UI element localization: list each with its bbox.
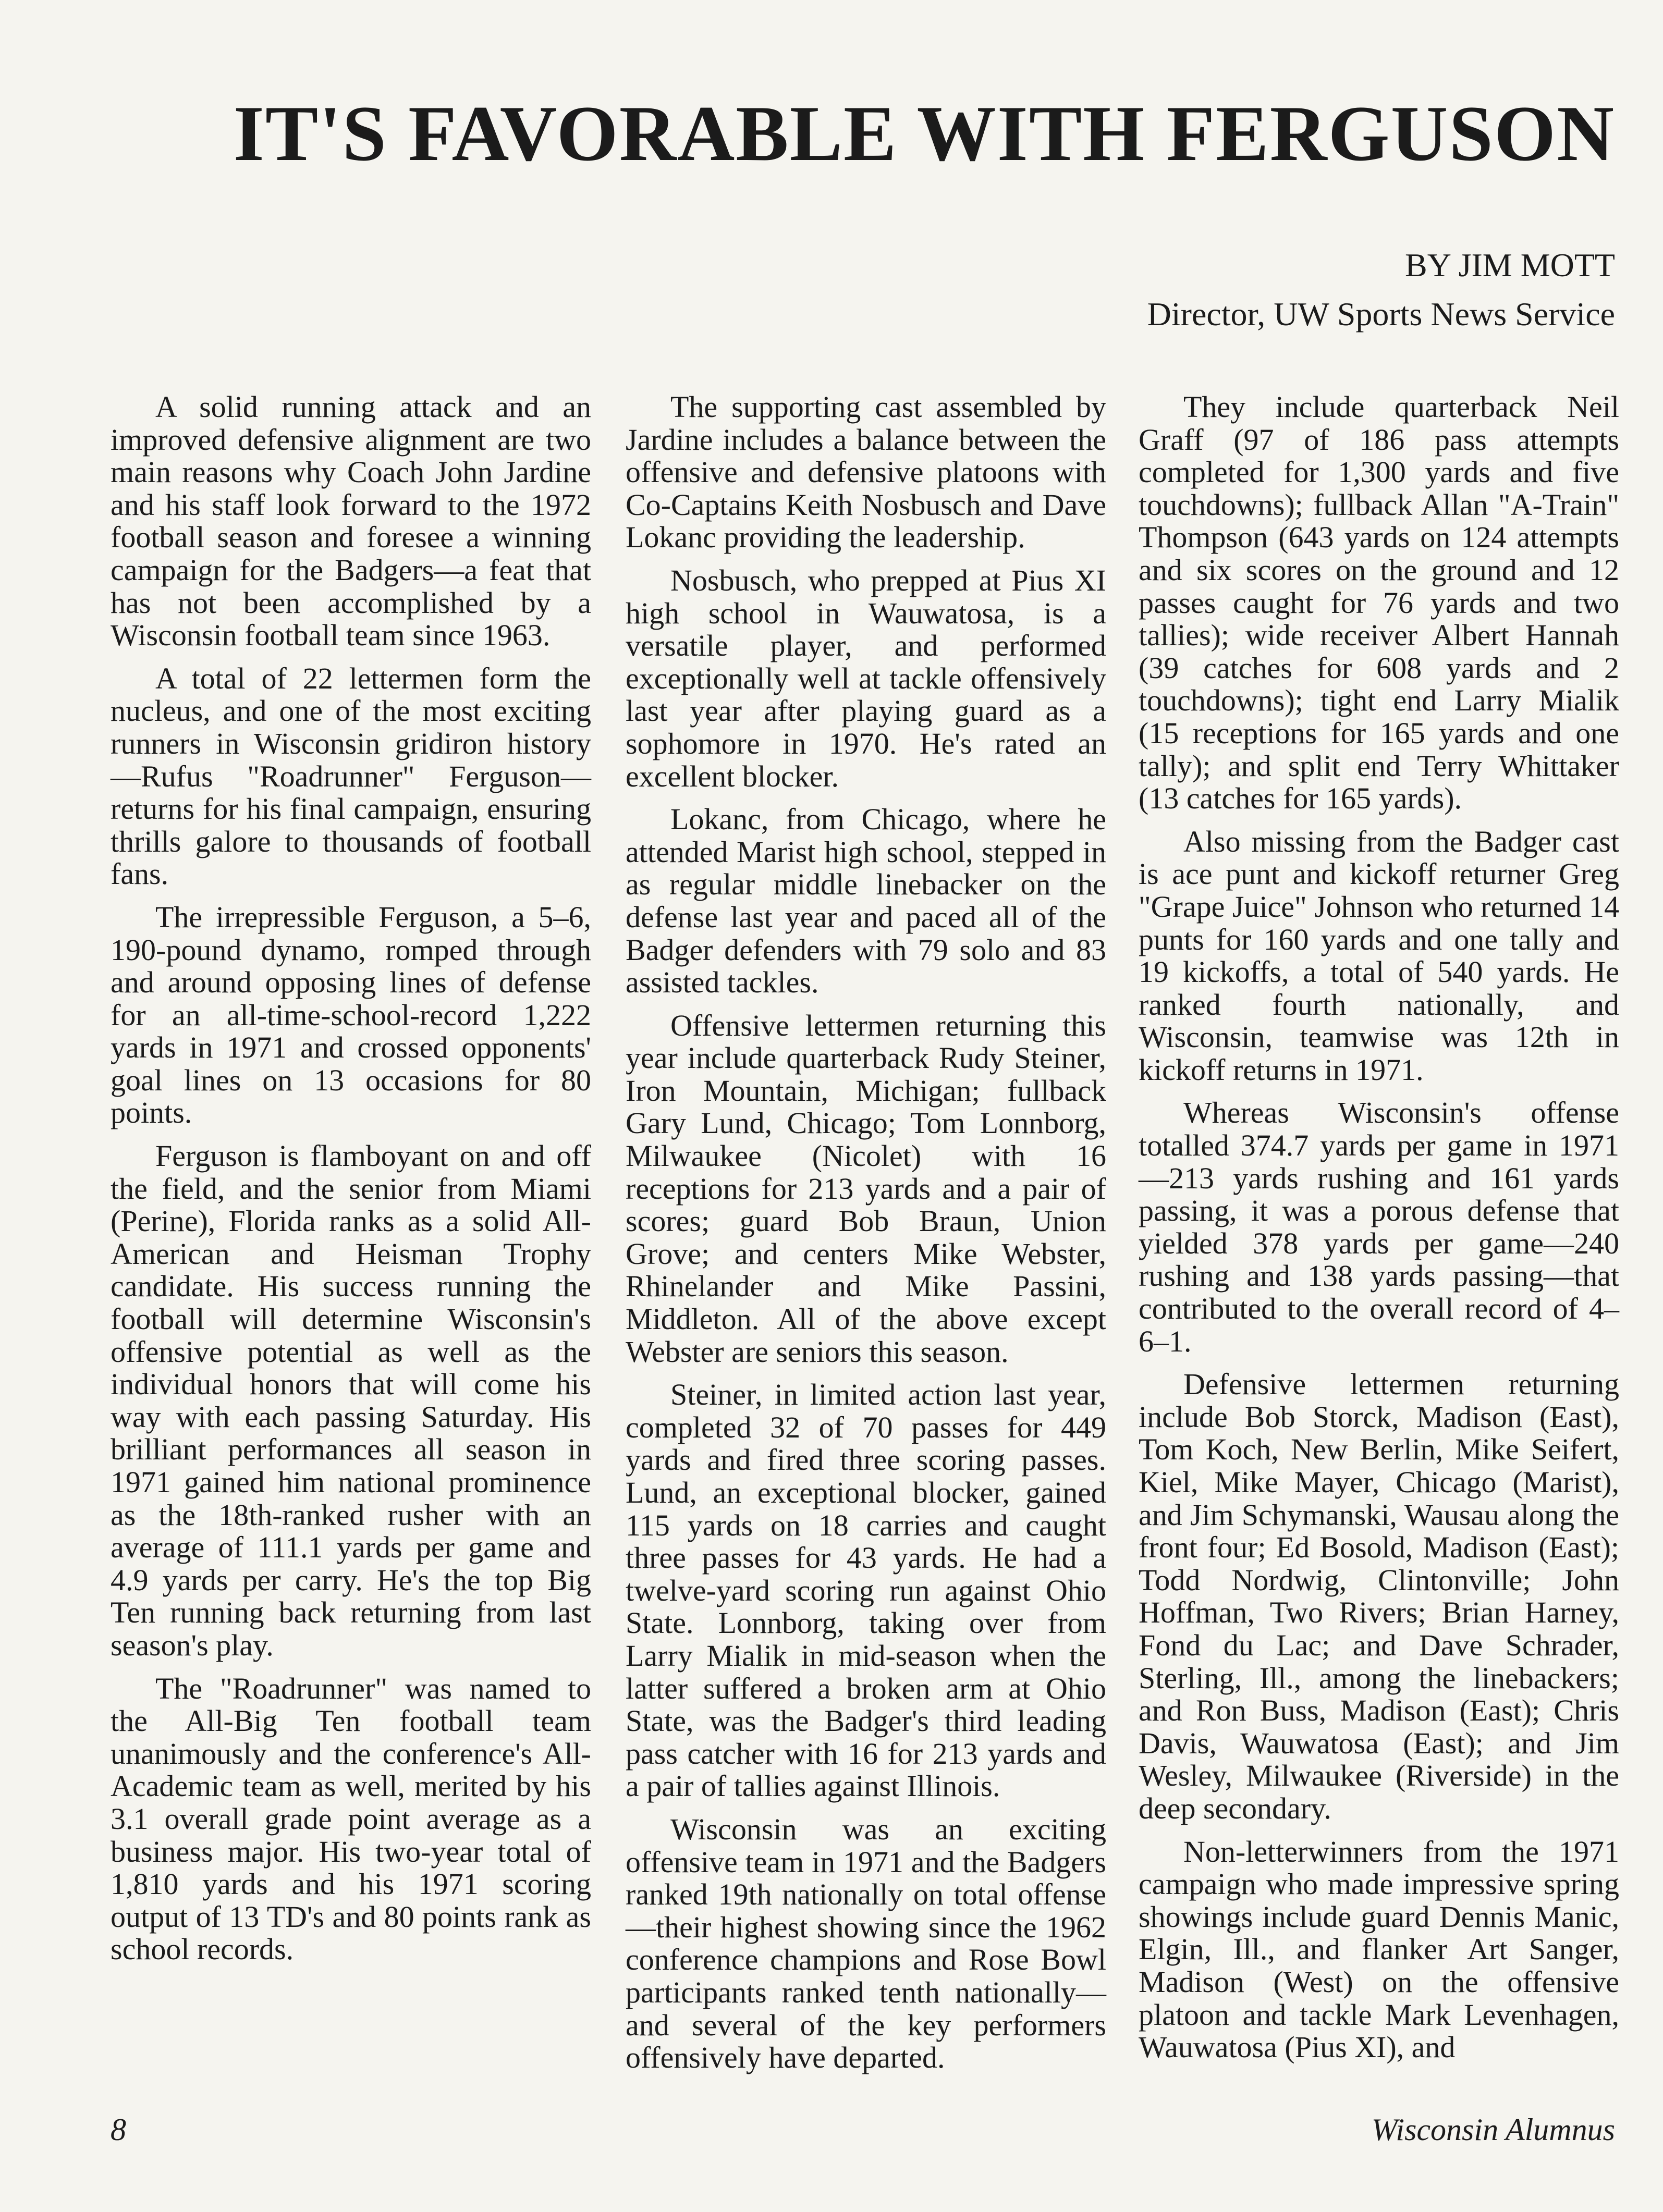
paragraph: Also missing from the Badger cast is ace punt and kickoff returner Greg "Grape Juice" Johnson who returned 14 punts for 160 yards and one tally and 19 kickoffs, a total of 540 yards. He ranked fourth nationally, and Wisconsin, teamwise was 12th in kickoff returns in 1971.: [1139, 824, 1619, 1087]
text-column-1: [111, 391, 591, 1976]
paragraph: A total of 22 lettermen form the nucleus, and one of the most exciting runners in Wisconsin gridiron history—Rufus "Roadrunner" Ferguson—returns for his final campaign, ensuring thrills galore to thousands of football fans.: [111, 661, 591, 891]
byline-author: BY JIM MOTT: [1405, 247, 1615, 284]
paragraph: The "Roadrunner" was named to the All-Big Ten football team unanimously and the conference's All-Academic team as well, merited by his 3.1 overall grade point average as a business major. His two-year total of 1,810 yards and his 1971 scoring output of 13 TD's and 80 points rank as school records.: [111, 1671, 591, 1967]
paragraph: Ferguson is flamboyant on and off the field, and the senior from Miami (Perine), Florida ranks as a solid All-American and Heisman Trophy candidate. His success running the football will determine Wisconsin's offensive potential as well as the individual honors that will come his way with each passing Saturday. His brilliant performances all season in 1971 gained him national prominence as the 18th-ranked rusher with an average of 111.1 yards per game and 4.9 yards per carry. He's the top Big Ten running back returning from last season's play.: [111, 1139, 591, 1662]
byline: [1147, 241, 1615, 339]
paragraph: Wisconsin was an exciting offensive team in 1971 and the Badgers ranked 19th nationally on total offense—their highest showing since the 1962 conference champions and Rose Bowl participants ranked tenth nationally—and several of the key performers offensively have departed.: [626, 1812, 1106, 2075]
paragraph: Nosbusch, who prepped at Pius XI high school in Wauwatosa, is a versatile player, and performed exceptionally well at tackle offensively last year after playing guard as a sophomore in 1970. He's rated an excellent blocker.: [626, 563, 1106, 793]
paragraph: The supporting cast assembled by Jardine includes a balance between the offensive and defensive platoons with Co-Captains Keith Nosbusch and Dave Lokanc providing the leadership.: [626, 390, 1106, 555]
paragraph: Offensive lettermen returning this year include quarterback Rudy Steiner, Iron Mountain, Michigan; fullback Gary Lund, Chicago; Tom Lonnborg, Milwaukee (Nicolet) with 16 receptions for 213 yards and a pair of scores; guard Bob Braun, Union Grove; and centers Mike Webster, Rhinelander and Mike Passini, Middleton. All of the above except Webster are seniors this season.: [626, 1008, 1106, 1369]
paragraph: Steiner, in limited action last year, completed 32 of 70 passes for 449 yards and fired three scoring passes. Lund, an exceptional blocker, gained 115 yards on 18 carries and caught three passes for 43 yards. He had a twelve-yard scoring run against Ohio State. Lonnborg, taking over from Larry Mialik in mid-season when the latter suffered a broken arm at Ohio State, was the Badger's third leading pass catcher with 16 for 213 yards and a pair of tallies against Illinois.: [626, 1378, 1106, 1803]
paragraph: The irrepressible Ferguson, a 5–6, 190-pound dynamo, romped through and around opposing lines of defense for an all-time-school-record 1,222 yards in 1971 and crossed opponents' goal lines on 13 occasions for 80 points.: [111, 900, 591, 1130]
paragraph: Whereas Wisconsin's offense totalled 374.7 yards per game in 1971—213 yards rushing and 161 yards passing, it was a porous defense that yielded 378 yards per game—240 rushing and 138 yards passing—that contributed to the overall record of 4–6–1.: [1139, 1096, 1619, 1358]
text-column-3: [1139, 391, 1619, 2074]
paragraph: Lokanc, from Chicago, where he attended Marist high school, stepped in as regular middle linebacker on the defense last year and paced all of the Badger defenders with 79 solo and 83 assisted tackles.: [626, 802, 1106, 1000]
page-number: 8: [111, 2112, 126, 2147]
paragraph: Non-letterwinners from the 1971 campaign who made impressive spring showings include guard Dennis Manic, Elgin, Ill., and flanker Art Sanger, Madison (West) on the offensive platoon and tackle Mark Levenhagen, Wauwatosa (Pius XI), and: [1139, 1834, 1619, 2064]
text-column-2: [626, 391, 1106, 2085]
publication-name: Wisconsin Alumnus: [1371, 2112, 1615, 2147]
paragraph: Defensive lettermen returning include Bob Storck, Madison (East), Tom Koch, New Berlin, Mike Seifert, Kiel, Mike Mayer, Chicago (Marist), and Jim Schymanski, Wausau along the front four; Ed Bosold, Madison (East); Todd Nordwig, Clintonville; John Hoffman, Two Rivers; Brian Harney, Fond du Lac; and Dave Schrader, Sterling, Ill., among the linebackers; and Ron Buss, Madison (East); Chris Davis, Wauwatosa (East); and Jim Wesley, Milwaukee (Riverside) in the deep secondary.: [1139, 1367, 1619, 1825]
paragraph: They include quarterback Neil Graff (97 of 186 pass attempts completed for 1,300 yards and five touchdowns); fullback Allan "A-Train" Thompson (643 yards on 124 attempts and six scores on the ground and 12 passes caught for 76 yards and two tallies); wide receiver Albert Hannah (39 catches for 608 yards and 2 touchdowns); tight end Larry Mialik (15 receptions for 165 yards and one tally); and split end Terry Whittaker (13 catches for 165 yards).: [1139, 390, 1619, 816]
paragraph: A solid running attack and an improved defensive alignment are two main reasons why Coach John Jardine and his staff look forward to the 1972 football season and foresee a winning campaign for the Badgers—a feat that has not been accomplished by a Wisconsin football team since 1963.: [111, 390, 591, 653]
byline-role: Director, UW Sports News Service: [1147, 296, 1615, 333]
article-title: IT'S FAVORABLE WITH FERGUSON: [233, 90, 1615, 177]
